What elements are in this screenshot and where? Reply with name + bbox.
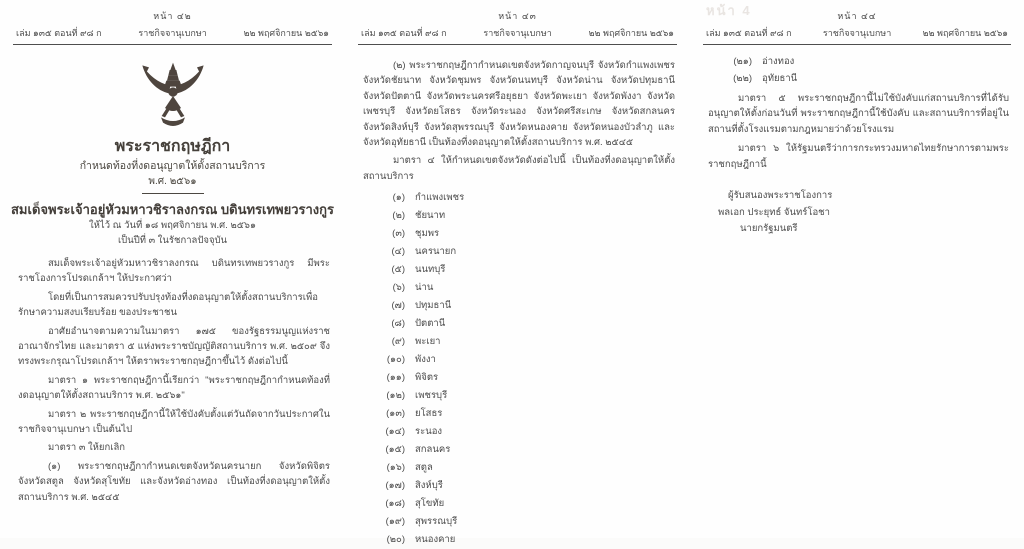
province-number: (๒๑) bbox=[733, 56, 752, 67]
province-name: นนทบุรี bbox=[415, 264, 446, 276]
gazette-page-43 bbox=[345, 0, 691, 546]
province-list bbox=[345, 189, 690, 549]
province-name: อุทัยธานี bbox=[762, 73, 798, 84]
province-number: (๑) bbox=[392, 192, 405, 204]
section-2: มาตรา ๒ พระราชกฤษฎีกานี้ให้ใช้บังคับตั้งแต่วันถัดจากวันประกาศในราชกิจจานุเบกษา เป็นต้นไป bbox=[18, 408, 330, 436]
repeal-item-2: (๒) พระราชกฤษฎีกากำหนดเขตจังหวัดกาญจนบุรี จังหวัดกำแพงเพชร จังหวัดชัยนาท จังหวัดชุมพร จังหวัดนนทบุรี จังหวัดน่าน จังหวัดปทุมธานี จังหวัดปัตตานี จังหวัดพระนครศรีอยุธยา จังหวัดพะเยา จังหวัดพังงา จังหวัดเพชรบุรี จังหวัดยโสธร จังหวัดระนอง จังหวัดศรีสะเกษ จังหวัดสกลนคร จังหวัดสิงห์บุรี จังหวัดสุพรรณบุรี จังหวัดหนองคาย จังหวัดหนองบัวลำภู และ จังหวัดอุทัยธานี เป็นท้องที่งดอนุญาตให้ตั้งสถานบริการ พ.ศ. ๒๕๔๕ bbox=[363, 60, 675, 149]
section-6: มาตรา ๖ ให้รัฐมนตรีว่าการกระทรวงมหาดไทยรักษาการตามพระราชกฤษฎีกานี้ bbox=[708, 143, 1009, 170]
gazette-name: ราชกิจจานุเบกษา bbox=[483, 28, 552, 38]
gazette-page-42 bbox=[0, 0, 346, 538]
proclamation-paragraph: สมเด็จพระเจ้าอยู่หัวมหาวชิราลงกรณ บดินทรเทพยวรางกูร มีพระราชโองการโปรดเกล้าฯ ให้ประกาศว่า bbox=[18, 258, 330, 285]
province-list-item bbox=[375, 441, 690, 459]
gazette-name: ราชกิจจานุเบกษา bbox=[138, 28, 207, 38]
header-info-row bbox=[345, 26, 690, 40]
reason-paragraph: โดยที่เป็นการสมควรปรับปรุงท้องที่งดอนุญาตให้ตั้งสถานบริการเพื่อรักษาความสงบเรียบร้อย ของประชาชน bbox=[18, 291, 318, 319]
province-name: ยโสธร bbox=[415, 408, 443, 420]
province-name: สตูล bbox=[415, 462, 433, 474]
volume-info: เล่ม ๑๓๕ ตอนที่ ๙๘ ก bbox=[361, 28, 447, 38]
countersign-label: ผู้รับสนองพระราชโองการ bbox=[728, 190, 833, 202]
province-list-item bbox=[375, 531, 690, 549]
province-name: พะเยา bbox=[415, 336, 441, 348]
province-list-item bbox=[375, 333, 690, 351]
province-list-item bbox=[375, 207, 690, 225]
header-divider bbox=[358, 44, 677, 45]
province-list-item bbox=[375, 297, 690, 315]
province-number: (๒) bbox=[392, 210, 405, 222]
province-number: (๑๖) bbox=[386, 462, 405, 474]
header-info-row bbox=[690, 26, 1024, 40]
province-list-item bbox=[375, 459, 690, 477]
province-name: สุพรรณบุรี bbox=[415, 516, 458, 528]
province-list-item bbox=[718, 53, 1024, 70]
province-number: (๖) bbox=[392, 282, 405, 294]
province-number: (๑๔) bbox=[385, 426, 405, 438]
page-number: หน้า ๔๔ bbox=[837, 11, 877, 21]
province-list-item bbox=[375, 315, 690, 333]
province-name: หนองคาย bbox=[415, 534, 456, 546]
province-name: สิงห์บุรี bbox=[415, 480, 443, 492]
header-divider bbox=[13, 44, 332, 45]
repeal-item-1: (๑) พระราชกฤษฎีกากำหนดเขตจังหวัดนครนายก จังหวัดพิจิตร จังหวัดสตูล จังหวัดสุโขทัย และจังหวัดอ่างทอง เป็นท้องที่งดอนุญาตให้ตั้งสถานบริการ พ.ศ. ๒๕๔๕ bbox=[18, 460, 330, 503]
province-list-item bbox=[375, 477, 690, 495]
province-list-item bbox=[375, 351, 690, 369]
province-list-item bbox=[375, 405, 690, 423]
decree-body bbox=[0, 256, 345, 505]
section-4: มาตรา ๔ ให้กำหนดเขตจังหวัดดังต่อไปนี้ เป็นท้องที่งดอนุญาตให้ตั้งสถานบริการ bbox=[363, 155, 675, 182]
province-list-item bbox=[375, 225, 690, 243]
publication-date: ๒๒ พฤศจิกายน ๒๕๖๑ bbox=[588, 28, 674, 38]
province-number: (๑๑) bbox=[386, 372, 405, 384]
province-number: (๓) bbox=[392, 228, 405, 240]
province-list-item bbox=[375, 387, 690, 405]
province-name: ระนอง bbox=[415, 426, 443, 438]
province-name: น่าน bbox=[415, 282, 434, 294]
province-number: (๑๕) bbox=[385, 444, 405, 456]
province-name: ชุมพร bbox=[415, 228, 440, 240]
countersign-title: นายกรัฐมนตรี bbox=[740, 223, 798, 235]
province-list-item bbox=[375, 189, 690, 207]
province-name: พังงา bbox=[415, 354, 436, 366]
province-name: ปัตตานี bbox=[415, 318, 446, 330]
header-info-row bbox=[0, 26, 345, 40]
page-header bbox=[0, 0, 345, 45]
decree-body bbox=[690, 91, 1024, 172]
province-number: (๙) bbox=[391, 336, 405, 348]
province-list-item bbox=[375, 495, 690, 513]
province-number: (๑๗) bbox=[385, 480, 405, 492]
section-1: มาตรา ๑ พระราชกฤษฎีกานี้เรียกว่า "พระราชกฤษฎีกากำหนดท้องที่งดอนุญาตให้ตั้งสถานบริการ พ.ศ. ๒๕๖๑" bbox=[18, 374, 330, 402]
decree-year: พ.ศ. ๒๕๖๑ bbox=[148, 176, 197, 187]
reign-year-line: เป็นปีที่ ๓ ในรัชกาลปัจจุบัน bbox=[117, 235, 228, 246]
province-list-continued bbox=[690, 53, 1024, 87]
publication-date: ๒๒ พฤศจิกายน ๒๕๖๑ bbox=[243, 28, 329, 38]
province-number: (๑๘) bbox=[385, 498, 405, 510]
province-list-item bbox=[375, 279, 690, 297]
decree-subtitle: กำหนดท้องที่งดอนุญาตให้ตั้งสถานบริการ bbox=[79, 160, 266, 172]
province-list-item bbox=[375, 423, 690, 441]
province-name: สุโขทัย bbox=[415, 498, 445, 510]
province-list-item bbox=[375, 243, 690, 261]
decree-body bbox=[345, 58, 690, 184]
garuda-emblem-icon bbox=[0, 59, 345, 133]
province-name: ชัยนาท bbox=[415, 210, 446, 222]
province-number: (๗) bbox=[391, 300, 405, 312]
section-5: มาตรา ๕ พระราชกฤษฎีกานี้ไม่ใช้บังคับแก่สถานบริการที่ได้รับอนุญาตให้ตั้งก่อนวันที่ พระราชกฤษฎีกานี้ใช้บังคับ และสถานบริการที่อยู่ในสถานที่ตั้งโรงแรมตามกฎหมายว่าด้วยโรงแรม bbox=[708, 93, 1009, 135]
authority-paragraph: อาศัยอำนาจตามความในมาตรา ๑๗๕ ของรัฐธรรมนูญแห่งราชอาณาจักรไทย และมาตรา ๕ แห่งพระราชบัญญัติสถานบริการ พ.ศ. ๒๕๐๙ จึงทรงพระกรุณาโปรดเกล้าฯ ให้ตราพระราชกฤษฎีกาขึ้นไว้ ดังต่อไปนี้ bbox=[18, 325, 330, 368]
province-number: (๒๒) bbox=[733, 73, 752, 84]
province-list-item bbox=[375, 261, 690, 279]
decree-title: พระราชกฤษฎีกา bbox=[114, 138, 231, 155]
province-number: (๑๙) bbox=[385, 516, 405, 528]
gazette-name: ราชกิจจานุเบกษา bbox=[822, 28, 892, 38]
king-name: สมเด็จพระเจ้าอยู่หัวมหาวชิราลงกรณ บดินทรเทพยวรางกูร bbox=[11, 202, 334, 217]
province-number: (๑๓) bbox=[386, 408, 405, 420]
province-name: เพชรบุรี bbox=[415, 390, 448, 402]
province-number: (๑๐) bbox=[386, 354, 405, 366]
countersign-block bbox=[718, 188, 1024, 238]
section-3: มาตรา ๓ ให้ยกเลิก bbox=[48, 442, 126, 454]
header-divider bbox=[703, 44, 1011, 45]
title-divider bbox=[142, 193, 204, 194]
province-list-item bbox=[718, 70, 1024, 87]
province-list-item bbox=[375, 369, 690, 387]
publication-date: ๒๒ พฤศจิกายน ๒๕๖๑ bbox=[922, 28, 1008, 38]
province-number: (๒๐) bbox=[386, 534, 405, 546]
province-number: (๘) bbox=[391, 318, 405, 330]
province-list-item bbox=[375, 513, 690, 531]
province-number: (๔) bbox=[391, 246, 405, 258]
volume-info: เล่ม ๑๓๕ ตอนที่ ๙๘ ก bbox=[16, 28, 102, 38]
province-number: (๑๒) bbox=[386, 390, 405, 402]
page-header bbox=[345, 0, 690, 45]
province-name: สกลนคร bbox=[415, 444, 451, 456]
province-name: พิจิตร bbox=[415, 372, 439, 384]
given-date-line: ให้ไว้ ณ วันที่ ๑๘ พฤศจิกายน พ.ศ. ๒๕๖๑ bbox=[89, 220, 256, 231]
page-number: หน้า ๔๓ bbox=[498, 11, 537, 21]
countersign-name: พลเอก ประยุทธ์ จันทร์โอชา bbox=[718, 206, 830, 218]
faint-page-watermark: หน้า 4 bbox=[706, 3, 752, 18]
province-number: (๕) bbox=[391, 264, 405, 276]
province-name: อ่างทอง bbox=[762, 56, 795, 67]
gazette-page-44 bbox=[690, 0, 1024, 538]
province-name: ปทุมธานี bbox=[415, 300, 452, 312]
province-name: นครนายก bbox=[415, 246, 457, 258]
volume-info: เล่ม ๑๓๕ ตอนที่ ๙๘ ก bbox=[706, 28, 792, 38]
page-number: หน้า ๔๒ bbox=[153, 11, 192, 21]
province-name: กำแพงเพชร bbox=[415, 192, 465, 204]
